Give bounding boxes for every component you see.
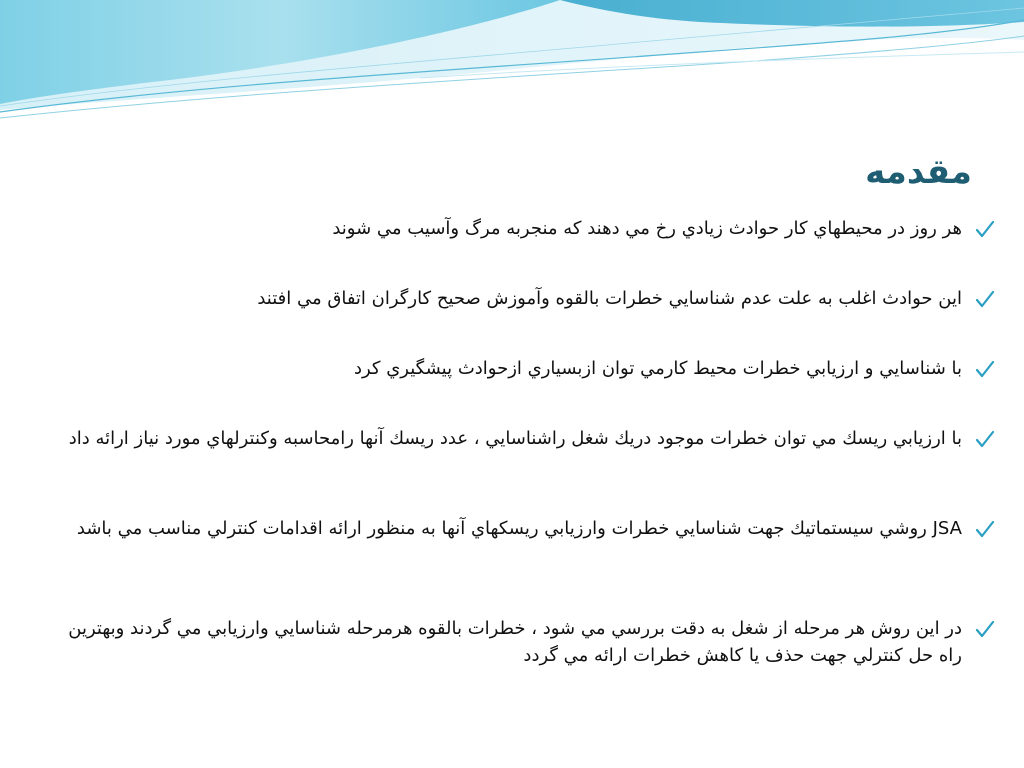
bullet-item — [36, 285, 996, 312]
bullet-item — [36, 355, 996, 382]
slide-title: مقدمه — [865, 152, 972, 192]
bullet-text: با شناسايي و ارزيابي خطرات محيط كارمي توان ازبسياري ازحوادث پيشگيري كرد — [353, 358, 962, 379]
checkmark-icon — [968, 359, 996, 381]
header-wave-decoration — [0, 0, 1024, 130]
bullet-item — [36, 615, 996, 669]
bullet-item — [36, 425, 996, 452]
bullet-text: JSA روشي سيستماتيك جهت شناسايي خطرات وارزيابي ريسكهاي آنها به منظور ارائه اقدامات كنترلي مناسب مي باشد — [76, 518, 962, 539]
bullet-item — [36, 515, 996, 542]
bullet-text: هر روز در محيطهاي كار حوادث زيادي رخ مي دهند كه منجربه مرگ وآسيب مي شوند — [332, 218, 962, 239]
bullet-text: در اين روش هر مرحله از شغل به دقت بررسي مي شود ، خطرات بالقوه هرمرحله شناسايي وارزيابي مي گردند وبهترين راه حل كنترلي جهت حذف يا كاهش خطرات ارائه مي گردد — [68, 618, 962, 666]
bullet-text: اين حوادث اغلب به علت عدم شناسايي خطرات بالقوه وآموزش صحيح كارگران اتفاق مي افتند — [257, 288, 962, 309]
checkmark-icon — [968, 289, 996, 311]
checkmark-icon — [968, 519, 996, 541]
bullet-text: با ارزيابي ريسك مي توان خطرات موجود دريك شغل راشناسايي ، عدد ريسك آنها رامحاسبه وكنترلهاي مورد نياز ارائه داد — [68, 428, 962, 449]
bullet-item — [36, 215, 996, 242]
checkmark-icon — [968, 219, 996, 241]
checkmark-icon — [968, 429, 996, 451]
checkmark-icon — [968, 619, 996, 641]
